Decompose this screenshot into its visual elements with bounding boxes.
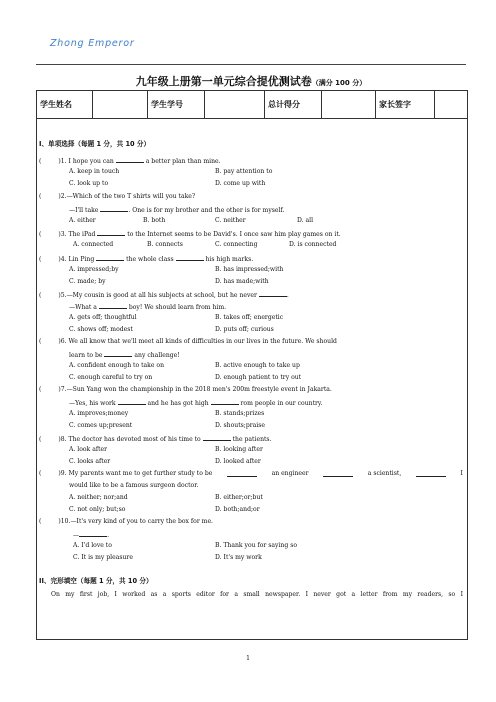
question-10: ( )10.—It's very kind of you to carry the box for me. [39, 518, 213, 525]
option-row: D. has made;with [215, 278, 269, 285]
question-1: ( )1. I hope you can a better plan than mine. [39, 158, 221, 165]
question-2: ( )2.—Which of the two T shirts will you take? [39, 193, 196, 200]
info-id-field[interactable] [205, 91, 265, 118]
option-row: C. neither [215, 217, 246, 224]
title-text: 九年级上册第一单元综合提优测试卷 [135, 75, 312, 88]
option-row: D. come up with [215, 180, 266, 187]
option-row: B. both [143, 217, 166, 224]
option-row: A. either [69, 217, 96, 224]
option-row: B. either;or;but [215, 494, 263, 501]
passage-text: On my first job, I worked as a sports editor for a small newspaper. I never got a letter from my readers, so I [51, 591, 463, 598]
option-row: D. shouts;praise [215, 422, 265, 429]
option-row: A. gets off; thoughtful [69, 314, 137, 321]
option-row: A. connected [73, 241, 114, 248]
option-row: C. shows off; modest [69, 326, 133, 333]
question-5: ( )5.—My cousin is good at all his subjects at school, but he never . [39, 292, 289, 299]
option-row: B. looking after [215, 446, 263, 453]
question-2-reply: —I'll take . One is for my brother and the other is for myself. [69, 207, 285, 214]
option-row: C. made; by [69, 278, 106, 285]
info-signature-field[interactable] [435, 91, 467, 118]
student-info-row [37, 91, 467, 119]
info-name-field[interactable] [93, 91, 148, 118]
question-9-cont: would like to be a famous surgeon doctor. [69, 482, 199, 489]
info-id-label: 学生学号 [148, 91, 205, 118]
option-row: D. puts off; curious [215, 326, 274, 333]
question-7: ( )7.—Sun Yang won the championship in the 2018 men's 200m freestyle event in Jakarta. [39, 386, 332, 393]
option-row: A. improves;money [69, 410, 129, 417]
question-9: ( )9. My parents want me to get further study to be an engineer a scientist, I [39, 470, 463, 477]
option-row: A. neither; nor;and [69, 494, 128, 501]
page-number: 1 [246, 655, 250, 662]
question-6-cont: learn to be any challenge! [69, 352, 180, 359]
page-title [36, 73, 466, 89]
option-row: D. all [297, 217, 314, 224]
option-row: D. both;and;or [215, 506, 260, 513]
brand-logo: Zhong Emperor [50, 38, 135, 49]
option-row: D. enough patient to try out [215, 374, 302, 381]
option-row: C. looks after [69, 458, 111, 465]
option-row: A. keep in touch [69, 168, 120, 175]
question-3: ( )3. The iPad to the Internet seems to be David's. I once saw him play games on it. [39, 231, 341, 238]
exam-sheet [36, 90, 468, 640]
option-row: C. connecting [215, 241, 258, 248]
section-1-heading: I、单项选择（每题 1 分，共 10 分） [39, 140, 151, 148]
info-score-label: 总计得分 [265, 91, 322, 118]
option-row: B. has impressed;with [215, 266, 284, 273]
question-6: ( )6. We all know that we'll meet all kinds of difficulties in our lives in the future. We should [39, 338, 337, 345]
option-row: C. enough careful to try on [69, 374, 153, 381]
option-row: B. active enough to take up [215, 362, 300, 369]
option-row: B. pay attention to [215, 168, 273, 175]
option-row: C. not only; but;so [69, 506, 126, 513]
question-5-reply: —What a boy! We should learn from him. [69, 304, 227, 311]
option-row: D. looked after [215, 458, 261, 465]
option-row: B. takes off; energetic [215, 314, 284, 321]
section-2-heading: II、完形填空（每题 1 分，共 10 分） [39, 577, 153, 585]
option-row: B. connects [147, 241, 183, 248]
question-4: ( )4. Lin Ping the whole class his high marks. [39, 256, 254, 263]
header-rule [36, 64, 466, 65]
option-row: B. stands;prizes [215, 410, 265, 417]
info-score-field[interactable] [322, 91, 376, 118]
question-7-reply: —Yes, his work and he has got high rom people in our country. [69, 400, 323, 407]
option-row: C. look up to [69, 180, 109, 187]
option-row: A. look after [69, 446, 108, 453]
option-row: C. comes up;present [69, 422, 133, 429]
option-row: A. I'd love to [73, 542, 112, 549]
option-row: D. It's my work [215, 554, 262, 561]
title-note: （满分 100 分） [311, 79, 367, 87]
info-signature-label: 家长签字 [376, 91, 435, 118]
option-row: A. impressed;by [69, 266, 119, 273]
option-row: B. Thank you for saying so [215, 542, 297, 549]
option-row: D. is connected [289, 241, 337, 248]
option-row: C. It is my pleasure [73, 554, 133, 561]
question-10-reply: — . [73, 532, 110, 539]
question-8: ( )8. The doctor has devoted most of his time to the patients. [39, 436, 272, 443]
option-row: A. confident enough to take on [69, 362, 165, 369]
info-name-label: 学生姓名 [37, 91, 93, 118]
